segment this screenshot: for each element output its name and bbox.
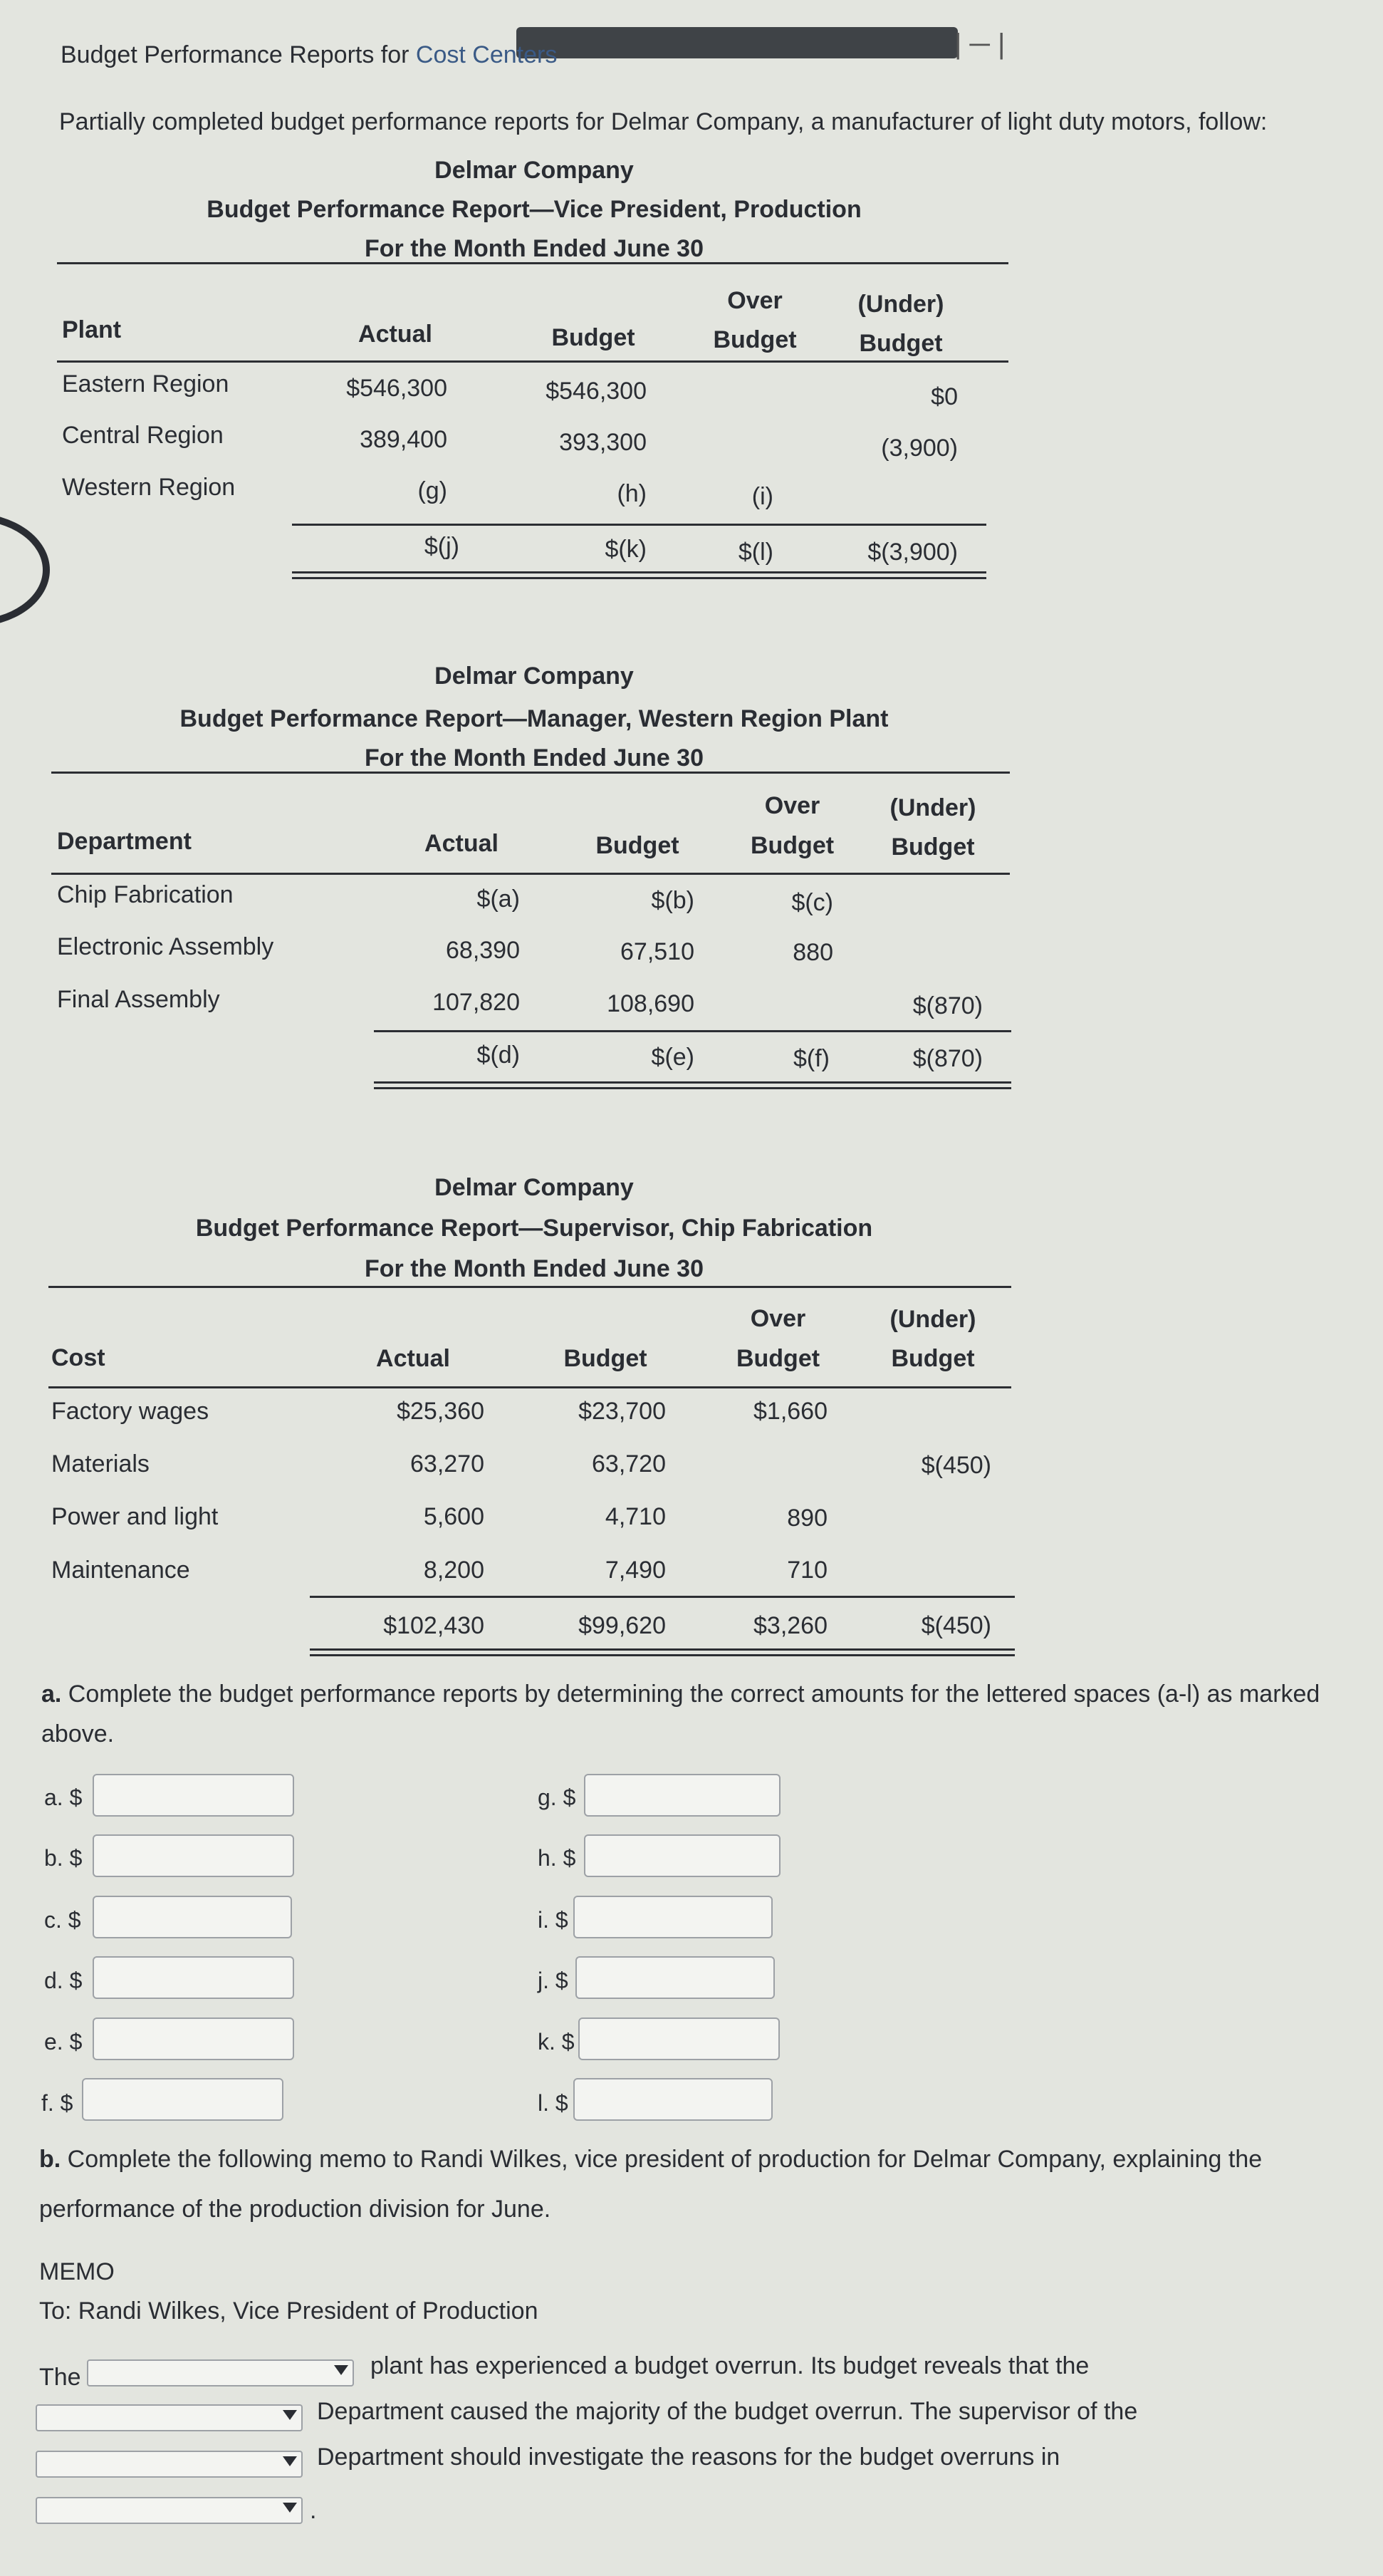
report2-header-over-2: Budget — [750, 832, 835, 859]
top-progress-bar — [516, 27, 958, 58]
report2-company: Delmar Company — [434, 663, 634, 690]
report1-header-budget: Budget — [551, 324, 635, 351]
chevron-down-icon — [283, 2410, 297, 2420]
memo-to: To: Randi Wilkes, Vice President of Production — [39, 2297, 538, 2325]
report1-header-over-1: Over — [727, 287, 783, 314]
memo-line3-suffix: Department should investigate the reasons for the budget overruns in — [317, 2443, 1060, 2471]
report2-period: For the Month Ended June 30 — [364, 744, 704, 772]
report1-header-under-2: Budget — [859, 330, 943, 357]
report2-header-budget: Budget — [595, 832, 679, 859]
report1-header-under-1: (Under) — [857, 291, 944, 318]
report3-header-over-1: Over — [750, 1305, 806, 1332]
memo-cost-select[interactable] — [36, 2497, 303, 2524]
cost-centers-link[interactable]: Cost Centers — [415, 41, 558, 68]
report1-name: Budget Performance Report—Vice President, Production — [207, 196, 862, 223]
report3-header-actual: Actual — [376, 1345, 450, 1372]
window-controls-icon: | ─ | — [954, 28, 1006, 60]
memo-line2-suffix: Department caused the majority of the budget overrun. The supervisor of the — [317, 2398, 1138, 2425]
page-title: Budget Performance Reports for Cost Centers — [61, 41, 558, 68]
memo-line1-suffix: plant has experienced a budget overrun. Its budget reveals that the — [370, 2352, 1090, 2379]
answer-e-input[interactable] — [93, 2017, 294, 2060]
report3-period: For the Month Ended June 30 — [364, 1255, 704, 1282]
answer-a-input[interactable] — [93, 1774, 294, 1817]
answer-l-input[interactable] — [573, 2078, 773, 2121]
report2-header-actual: Actual — [424, 830, 499, 857]
side-handle-icon[interactable] — [0, 513, 50, 627]
answer-b-input[interactable] — [93, 1834, 294, 1877]
report3-header-under-1: (Under) — [889, 1306, 976, 1333]
report3-header-over-2: Budget — [736, 1345, 820, 1372]
report1-header-actual: Actual — [358, 321, 432, 348]
report1-header-label: Plant — [62, 316, 122, 343]
memo-end: . — [310, 2497, 317, 2524]
report3-header-budget: Budget — [563, 1345, 647, 1372]
answer-g-input[interactable] — [584, 1774, 781, 1817]
answer-d-input[interactable] — [93, 1956, 294, 1999]
memo-heading: MEMO — [39, 2258, 115, 2285]
report2-header-under-2: Budget — [891, 833, 975, 861]
answer-j-input[interactable] — [575, 1956, 775, 1999]
report2-name: Budget Performance Report—Manager, Western Region Plant — [179, 705, 889, 732]
answer-f-input[interactable] — [82, 2078, 283, 2121]
question-b-text: b. Complete the following memo to Randi Wilkes, vice president of production for Delmar Company, explaining the performance of the production division for June. — [39, 2146, 1263, 2223]
report3-name: Budget Performance Report—Supervisor, Chip Fabrication — [195, 1215, 873, 1242]
report1-header-over-2: Budget — [713, 326, 797, 353]
memo-department-overrun-select[interactable] — [36, 2404, 303, 2431]
chevron-down-icon — [283, 2503, 297, 2513]
report3-company: Delmar Company — [434, 1174, 634, 1201]
report2-header-over-1: Over — [764, 792, 820, 819]
answer-h-input[interactable] — [584, 1834, 781, 1877]
report1-company: Delmar Company — [434, 157, 634, 184]
answer-k-input[interactable] — [578, 2017, 780, 2060]
report3-header-under-2: Budget — [891, 1345, 975, 1372]
answer-i-input[interactable] — [573, 1896, 773, 1938]
intro-text: Partially completed budget performance reports for Delmar Company, a manufacturer of light duty motors, follow: — [59, 108, 1268, 135]
report2-header-under-1: (Under) — [889, 794, 976, 821]
report3-header-label: Cost — [51, 1344, 105, 1371]
question-a-text: a. Complete the budget performance reports by determining the correct amounts for the lettered spaces (a-l) as marked above. — [41, 1681, 1320, 1747]
answer-c-input[interactable] — [93, 1896, 292, 1938]
chevron-down-icon — [283, 2456, 297, 2466]
report1-period: For the Month Ended June 30 — [364, 235, 704, 262]
report2-header-label: Department — [57, 828, 192, 855]
memo-plant-select[interactable] — [87, 2359, 354, 2387]
memo-line1-prefix: The — [39, 2364, 81, 2391]
chevron-down-icon — [334, 2365, 348, 2375]
memo-department-supervisor-select[interactable] — [36, 2451, 303, 2478]
